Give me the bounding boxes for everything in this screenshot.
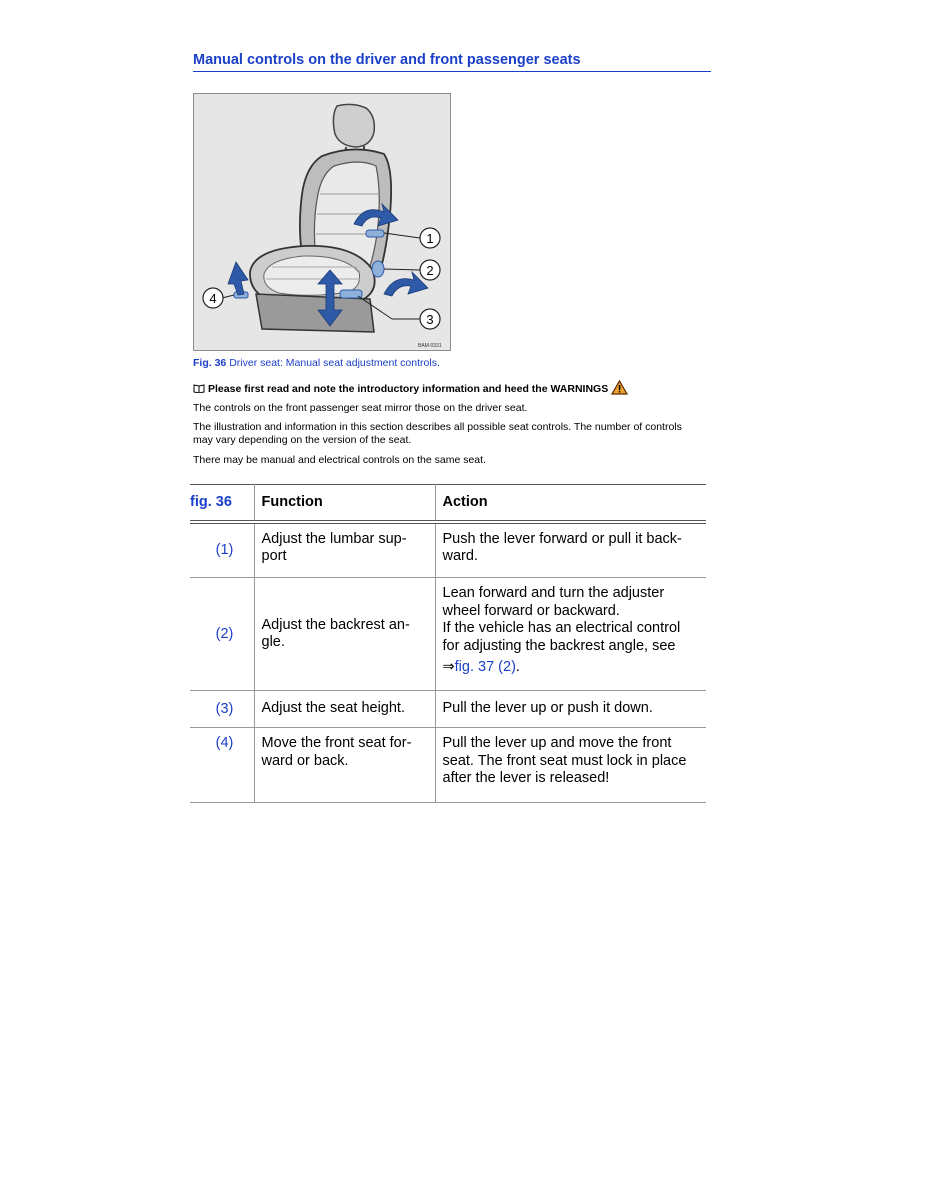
link-suffix: .	[515, 659, 520, 675]
image-code: BAM-0331	[418, 343, 442, 349]
table-header-row	[190, 485, 706, 522]
cross-reference	[443, 655, 707, 685]
svg-text:3: 3	[426, 312, 434, 327]
callout-3	[420, 309, 440, 329]
svg-text:4: 4	[209, 291, 217, 306]
row-function: Move the front seat for- ward or back.	[261, 735, 412, 769]
row-number: (3)	[215, 701, 234, 717]
row-number: (4)	[215, 735, 234, 751]
arrow-icon: ⇒	[442, 659, 455, 675]
header-action: Action	[435, 485, 706, 522]
paragraph-2: The illustration and information in this section describes all possible seat controls. The number of controls may vary depending on the version of the seat.	[193, 421, 682, 446]
callout-2	[420, 260, 440, 280]
callout-4	[203, 288, 223, 308]
book-icon	[193, 383, 205, 396]
svg-text:1: 1	[426, 231, 434, 246]
row-action: Lean forward and turn the adjuster wheel forward or backward. If the vehicle has an electrical control for adjusting the backrest angle, see	[442, 585, 681, 654]
row-number: (1)	[215, 542, 234, 559]
table-row	[190, 578, 706, 691]
fig-37-link[interactable]: fig. 37 (2)	[454, 659, 516, 675]
controls-table	[190, 484, 706, 803]
paragraph-3: There may be manual and electrical controls on the same seat.	[193, 454, 486, 466]
svg-text:2: 2	[426, 263, 434, 278]
header-function: Function	[254, 485, 435, 522]
row-action: Push the lever forward or pull it back- ward.	[442, 530, 682, 564]
paragraph-1: The controls on the front passenger seat mirror those on the driver seat.	[193, 402, 528, 414]
page-title: Manual controls on the driver and front passenger seats	[193, 52, 711, 72]
header-fig: fig. 36	[190, 485, 254, 522]
warning-notice	[193, 380, 628, 398]
figure-caption	[193, 357, 440, 369]
seat-drawing	[194, 94, 450, 350]
row-number: (2)	[215, 626, 234, 642]
row-function: Adjust the backrest an- gle.	[261, 616, 410, 650]
warning-triangle-icon	[611, 380, 628, 398]
seat-illustration	[193, 93, 451, 351]
table-row	[190, 522, 706, 578]
table-row	[190, 691, 706, 728]
row-action: Pull the lever up or push it down.	[442, 700, 653, 717]
row-function: Adjust the lumbar sup- port	[261, 530, 407, 564]
row-action: Pull the lever up and move the front seat. The front seat must lock in place after the lever is released!	[442, 735, 687, 786]
notice-text: Please first read and note the introductory information and heed the WARNINGS	[208, 383, 609, 395]
row-function: Adjust the seat height.	[261, 700, 405, 717]
caption-label: Fig. 36	[193, 357, 227, 369]
table-row	[190, 728, 706, 803]
callout-1	[420, 228, 440, 248]
caption-text: Driver seat: Manual seat adjustment controls.	[229, 357, 440, 369]
